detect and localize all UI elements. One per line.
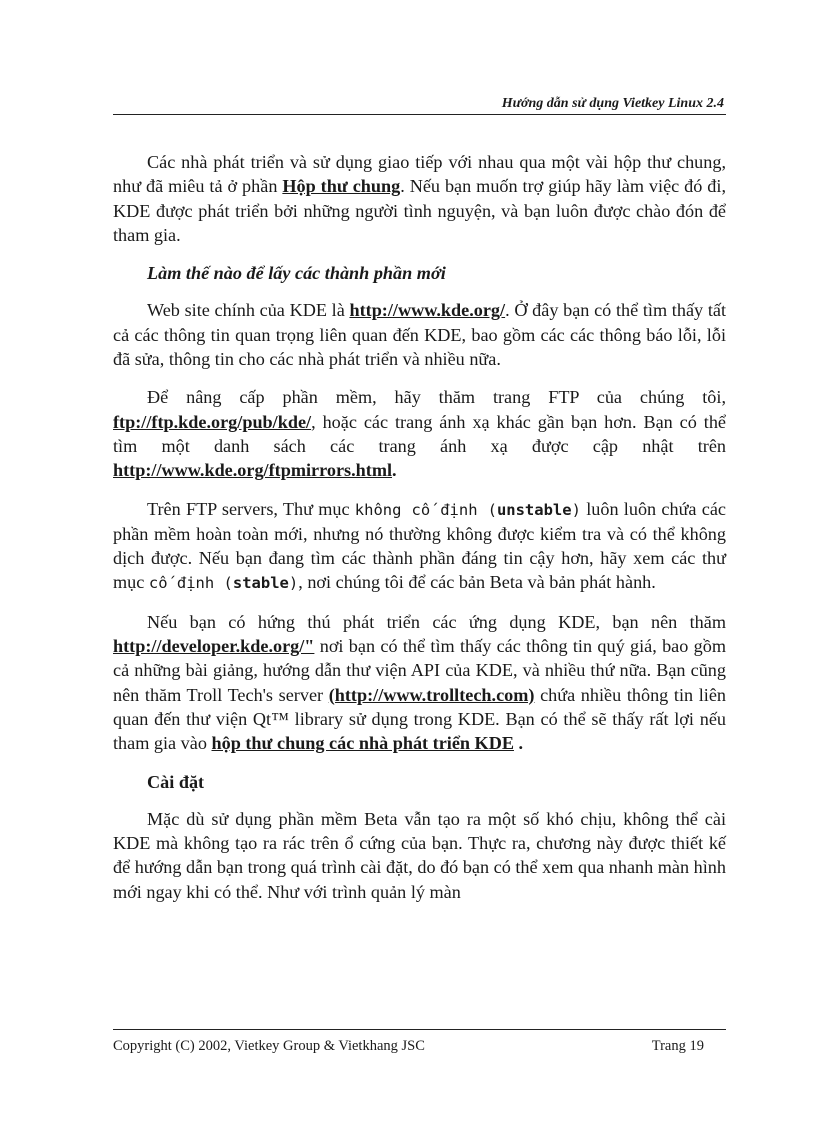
text: Nếu bạn có hứng thú phát triển các ứng dụng KDE, bạn nên thăm <box>147 611 726 632</box>
text: luôn luôn chứa các phần mềm hoàn toàn mới, nhưng nó thường không được kiểm tra và có thể không dịch được. Nếu bạn đang tìm các thành phần đáng tin cậy hơn, hãy xem các thư mục <box>113 498 726 593</box>
text: , nơi chúng tôi để các bản Beta và bản phát hành. <box>298 572 656 593</box>
paragraph-website <box>113 298 726 371</box>
text: Mặc dù sử dụng phần mềm Beta vẫn tạo ra một số khó chịu, không thể cài KDE mà không tạo ra rác trên ổ cứng của bạn. Thực ra, chương này được thiết kế để hướng dẫn bạn trong quá trình cài đặt, do đó bạn có thể xem qua nhanh màn hình mới ngay khi có thể. Như với trình quản lý màn <box>113 808 726 902</box>
trolltech-link[interactable]: (http://www.trolltech.com) <box>328 684 535 705</box>
page-content <box>113 150 726 918</box>
text: ) <box>571 500 581 519</box>
text: . <box>392 460 397 481</box>
paragraph-install <box>113 807 726 904</box>
section-heading-new-components: Làm thế nào để lấy các thành phần mới <box>147 263 446 284</box>
footer-copyright: Copyright (C) 2002, Vietkey Group & Vietkhang JSC <box>113 1038 425 1054</box>
text: . Ở đây bạn có thể tìm thấy tất cả các thông tin quan trọng liên quan đến KDE, bao gồm các các thông báo lỗi, lỗi đã sửa, thông tin cho các nhà phát triển và nhiều nữa. <box>113 300 726 370</box>
kde-ftp-link[interactable]: ftp://ftp.kde.org/pub/kde/ <box>113 411 312 432</box>
page-header-title: Hướng dẫn sử dụng Vietkey Linux 2.4 <box>501 96 724 111</box>
stable-dir: stable <box>232 574 289 593</box>
text: Trên FTP servers, Thư mục <box>147 498 355 519</box>
section-heading-install: Cài đặt <box>147 771 205 792</box>
text: . <box>513 733 524 754</box>
unstable-dir: unstable <box>496 500 572 519</box>
text: ) <box>288 574 299 593</box>
stable-label: cố định ( <box>148 574 233 593</box>
paragraph-developers <box>113 610 726 756</box>
text: Để nâng cấp phần mềm, hãy thăm trang FTP của chúng tôi, <box>147 387 726 408</box>
paragraph-ftp <box>113 385 726 482</box>
paragraph-ftp-servers <box>113 497 726 596</box>
developer-mailing-list-link[interactable]: hộp thư chung các nhà phát triển KDE <box>211 733 514 754</box>
developer-site-link[interactable]: http://developer.kde.org/" <box>113 636 315 657</box>
text: chứa nhiều thông tin liên quan đến thư viện Qt™ library sử dụng trong KDE. Bạn có thể sẽ thấy rất lợi nếu tham gia vào <box>113 684 726 754</box>
footer-divider <box>113 1029 726 1030</box>
text: , hoặc các trang ánh xạ khác gần bạn hơn. Bạn có thể tìm một danh sách các trang ánh xạ được cập nhật trên <box>113 411 726 456</box>
text: Web site chính của KDE là <box>147 300 350 321</box>
text: Các nhà phát triển và sử dụng giao tiếp với nhau qua một vài hộp thư chung, như đã miêu tả ở phần <box>113 152 726 197</box>
text: . Nếu bạn muốn trợ giúp hãy làm việc đó đi, KDE được phát triển bởi những người tình nguyện, và bạn luôn được chào đón để tham gia. <box>113 176 726 245</box>
unstable-label: không cố định ( <box>354 500 497 519</box>
header-divider <box>113 114 726 115</box>
text: nơi bạn có thể tìm thấy các thông tin quý giá, bao gồm cả những bài giảng, hướng dẫn thư viện API của KDE, và nhiều thứ nữa. Bạn cũng nên thăm Troll Tech's server <box>113 636 726 705</box>
mailing-list-link[interactable]: Hộp thư chung <box>282 176 401 197</box>
paragraph-mailing-lists <box>113 150 726 247</box>
kde-website-link[interactable]: http://www.kde.org/ <box>349 300 506 321</box>
page-number: Trang 19 <box>651 1038 704 1054</box>
ftp-mirrors-link[interactable]: http://www.kde.org/ftpmirrors.html <box>113 460 393 481</box>
